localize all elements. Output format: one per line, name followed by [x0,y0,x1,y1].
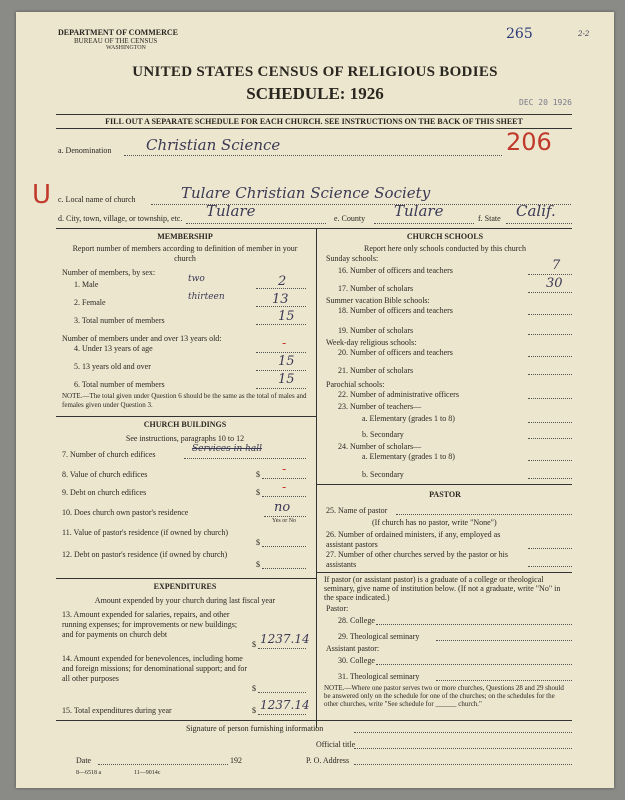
city-label: WASHINGTON [106,45,146,51]
date-label: Date [76,756,92,765]
q4-label: 4. Under 13 years of age [74,344,153,353]
graduate-note: If pastor (or assistant pastor) is a graduate of a college or theological seminary, give name of institution below. (If not a graduate, write "No" in the space indicated.) [324,575,561,602]
membership-heading: MEMBERSHIP [157,232,213,241]
sunday-label: Sunday schools: [326,254,379,263]
city-value: Tulare [206,202,256,220]
pastor-note: NOTE.—Where one pastor serves two or more churches, Questions 28 and 29 should be answered only on the schedule for one of the churches; on the schedules for the other churches, write "See schedule for ______ church." [324,684,564,708]
q2-label: 2. Female [74,298,106,307]
schools-heading: CHURCH SCHOOLS [406,232,484,241]
date-stamp: DEC 20 1926 [519,98,572,107]
q14-dollar: $ [252,684,256,693]
schedule-title: SCHEDULE: 1926 [246,84,384,103]
buildings-heading: CHURCH BUILDINGS [143,420,227,429]
print-code: 11—9014c [134,770,161,776]
state-value: Calif. [516,202,556,220]
q4-value: - [282,336,287,350]
denomination-value: Christian Science [146,136,281,154]
q11-label: 11. Value of pastor's residence (if owned by church) [62,528,229,537]
q10-hint: Yes or No [272,518,297,524]
q29-label: 29. Theological seminary [338,632,420,641]
instruction-line: FILL OUT A SEPARATE SCHEDULE FOR EACH CHURCH. SEE INSTRUCTIONS ON THE BACK OF THIS SHEET [105,117,523,126]
q8-label: 8. Value of church edifices [62,470,148,479]
q24b-label: b. Secondary [362,470,404,479]
q20-label: 20. Number of officers and teachers [338,348,453,357]
q24a-label: a. Elementary (grades 1 to 8) [362,452,455,461]
q7-value: Services in hall [192,444,263,454]
stamp-number: 265 [506,26,533,42]
q28-label: 28. College [338,616,375,625]
expenditures-sub: Amount expended by your church during last fiscal year [94,596,276,605]
q5-value: 15 [278,354,295,369]
q3-value: 15 [278,309,295,324]
parochial-label: Parochial schools: [326,380,385,389]
membership-note: NOTE.—The total given under Question 6 should be the same as the total of males and females given under Question 3. [62,392,307,409]
q17-value: 30 [546,276,563,291]
pastor-sublabel: Pastor: [326,604,349,613]
q22-label: 22. Number of administrative officers [338,390,459,399]
local-name-label: c. Local name of church [58,195,136,204]
q30-label: 30. College [338,656,375,665]
weekday-label: Week-day religious schools: [326,338,417,347]
q13-label: 13. Amount expended for salaries, repairs, and other running expenses; for improvements or new buildings; and for payments on church debt [62,610,238,639]
membership-intro: Report number of members according to definition of member in your church [72,244,298,263]
summer-label: Summer vacation Bible schools: [326,296,430,305]
expenditures-heading: EXPENDITURES [153,582,217,591]
state-label: f. State [478,214,501,223]
q26-label: 26. Number of ordained ministers, if any, employed as assistant pastors [326,530,501,549]
census-schedule-sheet [16,12,614,788]
q27-label: 27. Number of other churches served by the pastor or his assistants [326,550,508,569]
form-code: 8—6518 a [76,770,102,776]
q9-value: - [282,480,287,494]
q31-label: 31. Theological seminary [338,672,420,681]
q24-label: 24. Number of scholars— [338,442,422,451]
q7-label: 7. Number of church edifices [62,450,156,459]
po-address-label: P. O. Address [306,756,350,765]
q25-hint: (If church has no pastor, write "None") [372,518,497,527]
q1-value: 2 [278,274,287,289]
q16-label: 16. Number of officers and teachers [338,266,453,275]
q23a-label: a. Elementary (grades 1 to 8) [362,414,455,423]
denomination-label: a. Denomination [58,146,112,155]
q12-dollar: $ [256,560,260,569]
schools-intro: Report here only schools conducted by this church [364,244,526,253]
q6-label: 6. Total number of members [74,380,165,389]
corner-mark: 2-2 [578,30,590,38]
pastor-heading: PASTOR [429,490,461,499]
q14-label: 14. Amount expended for benevolences, including home and foreign missions; for denominational support; and for all other purposes [62,654,248,683]
q9-dollar: $ [256,488,260,497]
q2-words: thirteen [188,292,225,302]
form-title: UNITED STATES CENSUS OF RELIGIOUS BODIES [132,64,498,80]
q3-label: 3. Total number of members [74,316,165,325]
age-intro: Number of members under and over 13 years old: [62,334,222,343]
q13-value: 1237.14 [260,632,310,646]
by-sex-label: Number of members, by sex: [62,268,156,277]
q12-label: 12. Debt on pastor's residence (if owned by church) [62,550,228,559]
county-label: e. County [334,214,366,223]
bureau-label: BUREAU OF THE CENSUS [74,37,158,45]
q19-label: 19. Number of scholars [338,326,414,335]
q2-value: 13 [272,292,289,307]
q8-value: - [282,462,287,476]
department-label: DEPARTMENT OF COMMERCE [58,28,179,37]
q15-label: 15. Total expenditures during year [62,706,172,715]
q6-value: 15 [278,372,295,387]
city-field-label: d. City, town, village, or township, etc. [58,214,183,223]
q10-value: no [274,500,291,515]
q21-label: 21. Number of scholars [338,366,414,375]
q25-label: 25. Name of pastor [326,506,388,515]
q17-label: 17. Number of scholars [338,284,414,293]
county-value: Tulare [394,202,444,220]
red-u-mark: U [32,180,52,210]
signature-label: Signature of person furnishing information [186,724,324,733]
local-name-value: Tulare Christian Science Society [181,184,431,202]
q13-dollar: $ [252,640,256,649]
q23b-label: b. Secondary [362,430,404,439]
q18-label: 18. Number of officers and teachers [338,306,453,315]
buildings-sub: See instructions, paragraphs 10 to 12 [125,434,245,443]
q11-dollar: $ [256,538,260,547]
q15-dollar: $ [252,706,256,715]
year-label: 192 [230,756,242,765]
q1-label: 1. Male [74,280,99,289]
q8-dollar: $ [256,470,260,479]
q15-value: 1237.14 [260,698,310,712]
q16-value: 7 [552,258,561,273]
assistant-sublabel: Assistant pastor: [326,644,380,653]
red-number: 206 [506,128,552,156]
q10-label: 10. Does church own pastor's residence [62,508,189,517]
q1-words: two [188,274,205,284]
official-title-label: Official title [316,740,356,749]
q9-label: 9. Debt on church edifices [62,488,147,497]
q23-label: 23. Number of teachers— [338,402,422,411]
q5-label: 5. 13 years old and over [74,362,151,371]
